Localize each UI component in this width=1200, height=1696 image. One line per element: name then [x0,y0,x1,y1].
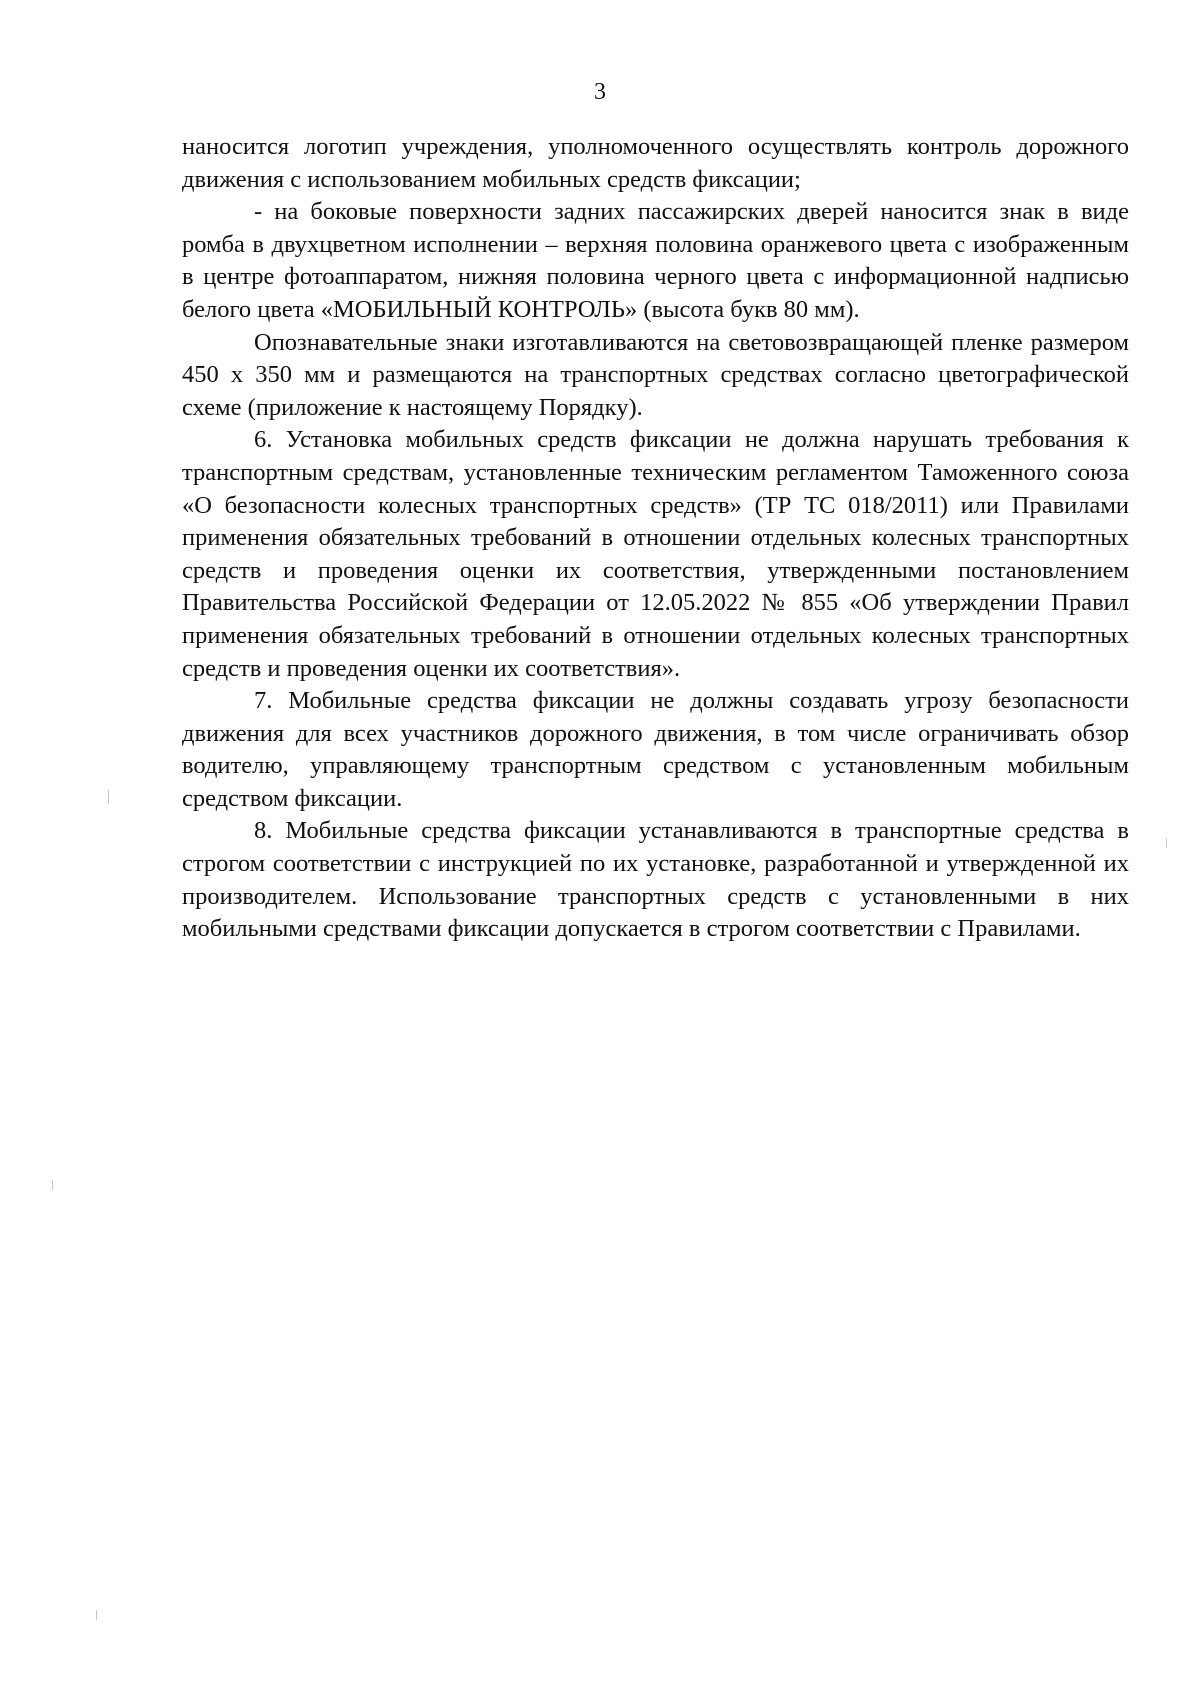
paragraph-identification-signs: Опознавательные знаки изготавливаются на световозвращающей пленке размером 450 х 350 мм и размещаются на транспортных средствах согласно цветографической схеме (приложение к настоящему Порядку). [182,328,1129,421]
scan-artifact-mark [52,1180,53,1190]
paragraph-item-8: 8. Мобильные средства фиксации устанавливаются в транспортные средства в строгом соответствии с инструкцией по их установке, разработанной и утвержденной их производителем. Использование транспортных средств с установленными в них мобильными средствами фиксации допускается в строгом соответствии с Правилами. [182,817,1129,943]
scan-artifact-mark [96,1610,97,1620]
page-number: 3 [594,79,606,105]
scan-artifact-mark [108,790,109,804]
document-body [182,131,1129,946]
paragraph-item-7: 7. Мобильные средства фиксации не должны создавать угрозу безопасности движения для всех участников дорожного движения, в том числе ограничивать обзор водителю, управляющему транспортным средством с установленным мобильным средством фиксации. [182,687,1129,812]
paragraph-item-6: 6. Установка мобильных средств фиксации не должна нарушать требования к транспортным средствам, установленные техническим регламентом Таможенного союза «О безопасности колесных транспортных средств» (ТР ТС 018/2011) или Правилами применения обязательных требований в отношении отдельных колесных транспортных средств и проведения оценки их соответствия, утвержденными постановлением Правительства Российской Федерации от 12.05.2022 № 855 «Об утверждении Правил применения обязательных требований в отношении отдельных колесных транспортных средств и проведения оценки их соответствия». [182,426,1129,682]
scan-artifact-mark [1166,838,1167,848]
paragraph-continuation: наносится логотип учреждения, уполномоченного осуществлять контроль дорожного движения с использованием мобильных средств фиксации; [182,133,1129,193]
paragraph-rear-doors-sign: - на боковые поверхности задних пассажирских дверей наносится знак в виде ромба в двухцветном исполнении – верхняя половина оранжевого цвета с изображенным в центре фотоаппаратом, нижняя половина черного цвета с информационной надписью белого цвета «МОБИЛЬНЫЙ КОНТРОЛЬ» (высота букв 80 мм). [182,198,1129,323]
